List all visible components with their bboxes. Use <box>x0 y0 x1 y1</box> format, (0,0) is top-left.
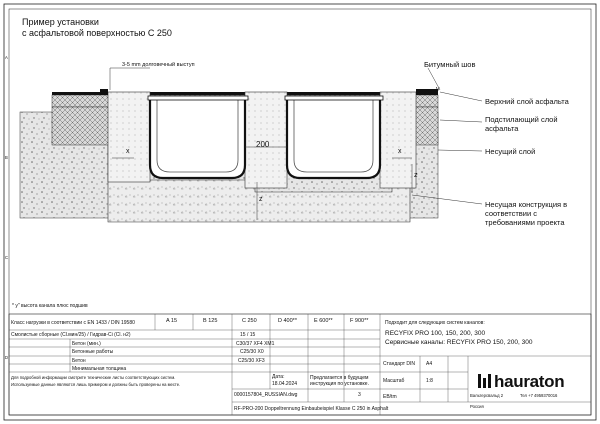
left-haunch <box>108 92 150 182</box>
dimension-x-right: x <box>398 148 402 155</box>
scale-value: 1:8 <box>426 378 433 384</box>
title-block <box>9 314 591 415</box>
dimension-x-left: x <box>126 148 130 155</box>
left-note-2: Используемые данные являются лишь примером и должны быть проверены на месте. <box>11 382 181 387</box>
right-haunch <box>380 92 416 188</box>
doc-number: 0000157804_RUSSIAN.dwg <box>234 392 298 398</box>
row2-label: Смолистые сборные (Cl.мин/25) / Гидрав-Ci (Cl. н2) <box>11 332 131 338</box>
class-a15: A 15 <box>166 318 178 324</box>
callout-support-1: Несущая конструкция в <box>485 200 568 209</box>
contact-3: Россия <box>470 404 484 409</box>
callout-support-2: соответствии с <box>485 209 538 218</box>
note-subtitle: инструкция по установке. <box>310 381 369 387</box>
right-channel <box>287 100 380 178</box>
contact-1: Вальтерсвальд 2 <box>470 393 504 398</box>
row3-value: C30/37 XF4 XM1 <box>236 341 275 347</box>
grid-letter-c: C <box>5 255 9 260</box>
callout-top-asphalt: Верхний слой асфальта <box>485 97 569 106</box>
left-note: Для подробной информации смотрите технические листы соответствующих систем. <box>11 375 176 380</box>
class-c250: C 250 <box>242 318 257 324</box>
dimension-200: 200 <box>256 140 270 149</box>
row4-value: C25/30 X0 <box>240 349 264 355</box>
row5-value: C25/30 XF3 <box>238 358 265 364</box>
suitable-systems-line1: RECYFIX PRO 100, 150, 200, 300 <box>385 330 486 337</box>
callout-support-3: требованиями проекта <box>485 218 565 227</box>
bitumen-joint-left <box>100 89 108 95</box>
note-title: Предлагается в будущем <box>310 375 369 381</box>
callout-base-layer: Несущий слой <box>485 147 536 156</box>
row5-label: Бетон <box>72 358 86 364</box>
row3-label: Бетон (мин.) <box>72 341 101 347</box>
row4-label: Бетонные работы <box>72 349 114 355</box>
hauraton-logo-icon <box>478 374 491 388</box>
page-number: 3 <box>358 392 361 398</box>
grid-letter-a: A <box>5 55 8 60</box>
bitumen-joint-right <box>416 89 438 95</box>
suitable-systems-intro: Подходит для следующих систем каналов: <box>385 320 485 326</box>
suitable-systems-line2: Сервисные каналы: RECYFIX PRO 150, 200, 300 <box>385 339 533 346</box>
grid-letter-b: B <box>5 155 8 160</box>
left-channel <box>150 100 245 178</box>
row2-value: 15 / 15 <box>240 332 256 338</box>
callout-binder-asphalt-2: асфальта <box>485 124 519 133</box>
standard-label: Стандарт DIN <box>383 361 416 367</box>
standard-value: A4 <box>426 361 433 367</box>
scale-label: Масштаб <box>383 378 405 384</box>
left-grating <box>148 96 248 100</box>
callout-binder-asphalt-1: Подстилающий слой <box>485 115 558 124</box>
grid-letter-d: D <box>5 355 9 360</box>
class-d400: D 400** <box>278 318 297 324</box>
projection-label: 3-5 mm долговечный выступ <box>122 62 195 68</box>
brand-logo: hauraton <box>494 372 565 391</box>
edition-label: ЕВ/tm <box>383 394 397 400</box>
load-class-label: Класс нагрузки в соответствии с EN 1433 / DIN 19580 <box>11 320 135 326</box>
footer-filename: RF-PRO-200 Doppeltrennung Einbaubeispiel Klasse C 250 in Asphalt <box>234 406 389 412</box>
class-f900: F 900** <box>350 318 369 324</box>
right-grating <box>285 96 383 100</box>
footnote: * y" высота канала плюс подшив <box>12 303 88 309</box>
class-b125: B 125 <box>203 318 218 324</box>
date-label: Дата: <box>272 374 285 380</box>
dimension-y: y <box>436 86 440 93</box>
row6-label: Минимальная толщина <box>72 366 127 372</box>
dimension-z-center: z <box>259 196 263 203</box>
date-value: 18.04.2024 <box>272 381 298 387</box>
callout-bitumen-joint: Битумный шов <box>424 60 476 69</box>
drawing-title-line1: Пример установки <box>22 17 99 27</box>
dimension-z-right: z <box>414 172 418 179</box>
class-e600: E 600** <box>314 318 333 324</box>
contact-2: Тел +7 4959370016 <box>520 393 558 398</box>
drawing-title-line2: с асфальтовой поверхностью С 250 <box>22 28 172 38</box>
